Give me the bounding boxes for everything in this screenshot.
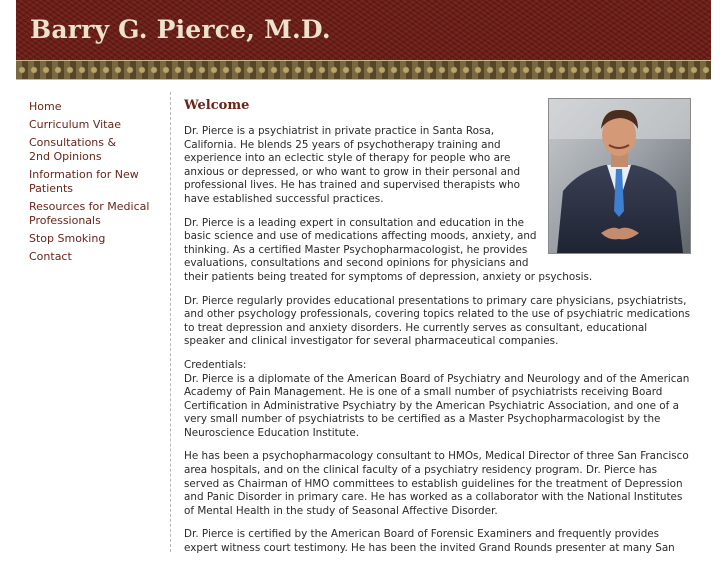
nav-item-curriculum-vitae[interactable]: Curriculum Vitae — [29, 118, 121, 131]
portrait-photo — [549, 99, 690, 253]
column-divider — [170, 92, 171, 552]
expertise-paragraph: Dr. Pierce is a leading expert in consultation and education in the basic science and use of medications affecting moods, anxiety, and thinking. As a certified Master Psychopharmacologist, he provides evaluations, consultations and second opinions for physicians and their patients being treated for symptoms of depression, anxiety or psychosis. — [184, 216, 593, 283]
intro-paragraph: Dr. Pierce is a psychiatrist in private practice in Santa Rosa, California. He blends 25 years of psychotherapy training and experience into an eclectic style of therapy for people who are anxious or depressed, or who want to grow in their personal and professional lives. He has trained and supervised therapists who have established successful practices. — [184, 125, 521, 205]
nav-item-home[interactable]: Home — [29, 100, 62, 113]
doctor-portrait — [548, 98, 691, 254]
nav-item-contact[interactable]: Contact — [29, 250, 72, 263]
credentials-paragraph: Credentials: Dr. Pierce is a diplomate of the American Board of Psychiatry and Neurology and of the American Academy of Pain Management. He is one of a small number of psychiatrists receiving Board Certification in Administrative Psychiatry by the American Psychiatric Association, and one of a very small number of psychiatrists to be certified as a Master Psychopharmacologist by the Neuroscience Education Institute. — [184, 358, 690, 439]
nav-item-consultations[interactable]: Consultations & 2nd Opinions — [29, 136, 117, 163]
site-title[interactable]: Barry G. Pierce, M.D. — [30, 15, 331, 44]
main-content — [184, 98, 691, 566]
decorative-band — [16, 60, 711, 80]
forensic-paragraph: Dr. Pierce is certified by the American Board of Forensic Examiners and frequently provides expert witness court testimony. He has been the invited Grand Rounds presenter at many San — [184, 528, 675, 555]
nav-item-medical-professionals[interactable]: Resources for Medical Professionals — [29, 200, 150, 227]
presentations-paragraph: Dr. Pierce regularly provides educational presentations to primary care physicians, psychiatrists, and other psychology professionals, covering topics related to the use of psychiatric medications to treat depression and anxiety disorders. He currently serves as consultant, educational speaker and clinical investigator for several pharmaceutical companies. — [184, 294, 691, 348]
experience-paragraph: He has been a psychopharmacology consultant to HMOs, Medical Director of three San Francisco area hospitals, and on the clinical faculty of a psychiatry residency program. Dr. Pierce has served as Chairman of HMO committees to establish guidelines for the treatment of Depression and Panic Disorder in primary care. He has worked as a collaborator with the National Institutes of Mental Health in the study of Seasonal Affective Disorder. — [184, 450, 689, 517]
page-heading: Welcome — [184, 98, 250, 113]
sidebar-nav — [29, 100, 164, 268]
nav-item-stop-smoking[interactable]: Stop Smoking — [29, 232, 106, 245]
site-header — [16, 0, 711, 60]
nav-item-new-patients[interactable]: Information for New Patients — [29, 168, 139, 195]
